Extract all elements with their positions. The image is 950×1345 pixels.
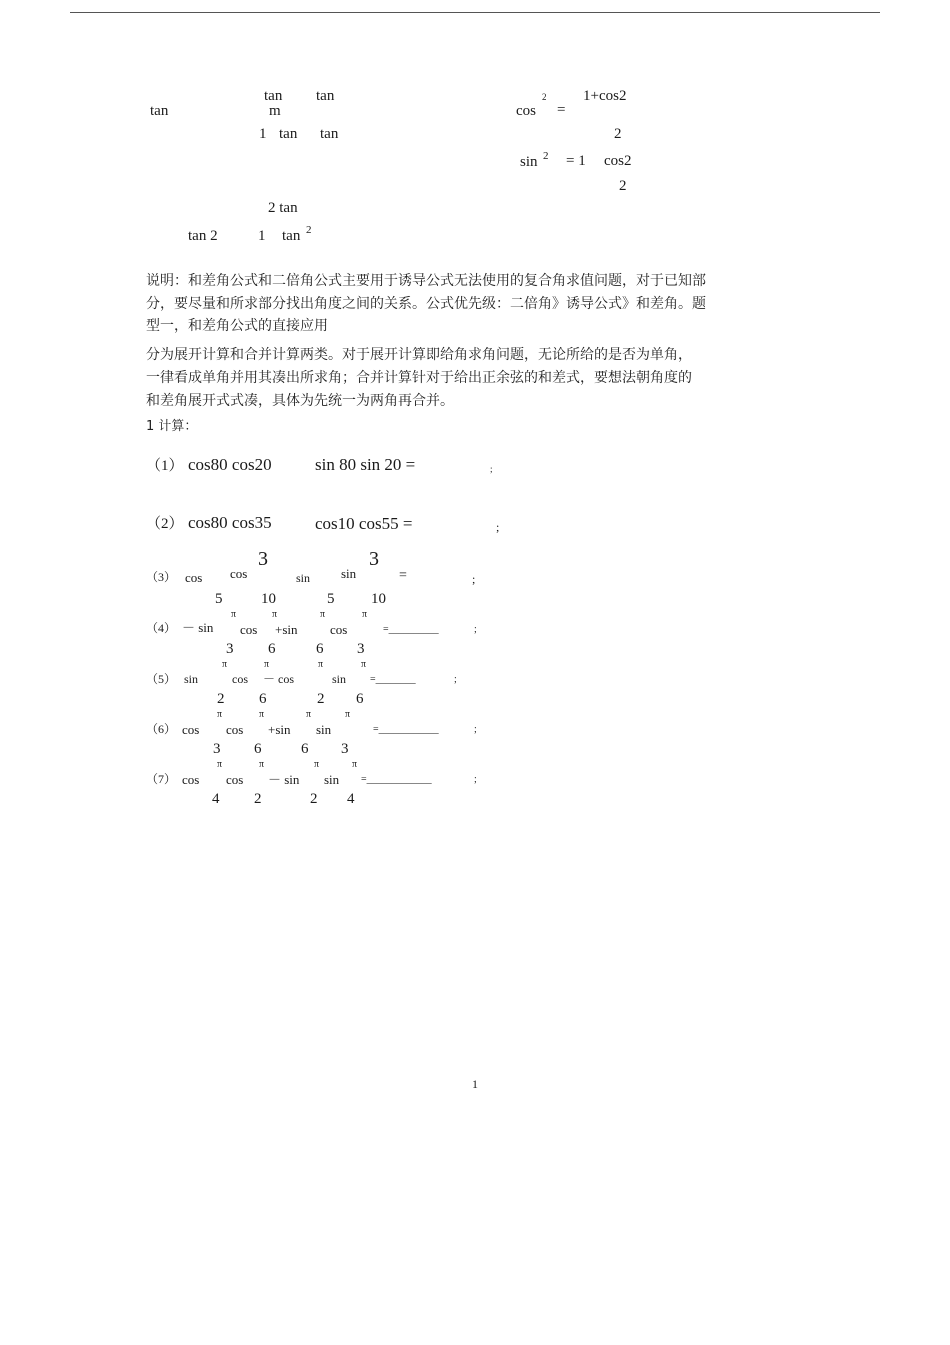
problem-5-term-c: － cos bbox=[263, 672, 294, 686]
problem-3-den3: 5 bbox=[327, 591, 335, 607]
problem-4-den4: 3 bbox=[357, 641, 365, 657]
problem-7-term-c: － sin bbox=[268, 772, 300, 787]
tan-sum-den-a: tan bbox=[279, 126, 298, 142]
tan-double-den-exp: 2 bbox=[306, 224, 312, 236]
problem-4-pi-3: π bbox=[320, 609, 326, 620]
para1-line2: 分，要尽量和所求部分找出角度之间的关系。公式优先级：二倍角》诱导公式》和差角。题 bbox=[146, 296, 706, 312]
problem-7-den2: 2 bbox=[254, 791, 262, 807]
problem-5-pi-3: π bbox=[318, 659, 324, 670]
problem-4-pi-2: π bbox=[272, 609, 278, 620]
problem-5-end: ; bbox=[454, 674, 457, 685]
problem-5-den2: 6 bbox=[259, 691, 267, 707]
problem-5-term-d: sin bbox=[332, 672, 347, 686]
tan-sum-den-one: 1 bbox=[259, 126, 267, 142]
problem-6-eq: =____________ bbox=[373, 724, 439, 735]
problem-6-label: （6） bbox=[146, 722, 177, 736]
tan-sum-lhs: tan bbox=[150, 103, 169, 119]
problem-7-den3: 2 bbox=[310, 791, 318, 807]
tan-sum-den-b: tan bbox=[320, 126, 339, 142]
problem-2-term-b: cos10 cos55 = bbox=[315, 514, 413, 533]
para2-line3: 和差角展开式式凑，具体为先统一为两角再合并。 bbox=[146, 393, 454, 409]
cos-sq-exp: 2 bbox=[542, 92, 547, 102]
problem-1-label: （1） bbox=[146, 458, 184, 474]
cos-sq-num: 1+cos2 bbox=[583, 88, 627, 104]
para1-line3: 型一，和差角公式的直接应用 bbox=[146, 318, 328, 334]
problem-4-term-d: cos bbox=[330, 622, 348, 637]
problem-7-eq: =_____________ bbox=[361, 774, 432, 785]
problem-1-term-a: cos80 cos20 bbox=[188, 455, 272, 474]
problem-3-term-a: cos bbox=[185, 570, 203, 585]
tan-sum-num-b: tan bbox=[316, 88, 335, 104]
problem-4-pre: － sin bbox=[182, 620, 214, 635]
problem-7-label: （7） bbox=[146, 772, 177, 786]
problem-4-den3: 6 bbox=[316, 641, 324, 657]
sin-sq-lhs: sin bbox=[520, 154, 538, 170]
problem-4-den2: 6 bbox=[268, 641, 276, 657]
section-title: 1 计算： bbox=[146, 419, 198, 434]
problem-7-pi-1: π bbox=[217, 759, 223, 770]
problem-3-num2: 3 bbox=[369, 548, 379, 570]
problem-6-pi-1: π bbox=[217, 709, 223, 720]
problem-5-pi-2: π bbox=[264, 659, 270, 670]
problem-6-den1: 3 bbox=[213, 741, 221, 757]
problem-3-den2: 10 bbox=[261, 591, 276, 607]
cos-sq-lhs: cos bbox=[516, 103, 536, 119]
problem-5-term-a: sin bbox=[184, 672, 199, 686]
problem-7-term-a: cos bbox=[182, 772, 200, 787]
problem-1-end: ; bbox=[490, 464, 493, 474]
problem-7-pi-4: π bbox=[352, 759, 358, 770]
problem-6-pi-3: π bbox=[306, 709, 312, 720]
problem-6-end: ; bbox=[474, 724, 477, 735]
para2-line2: 一律看成单角并用其凑出所求角；合并计算针对于给出正余弦的和差式，要想法朝角度的 bbox=[146, 370, 692, 386]
problem-5-pi-4: π bbox=[361, 659, 367, 670]
sin-sq-num: cos2 bbox=[604, 153, 632, 169]
tan-double-den-tan: tan bbox=[282, 228, 301, 244]
problem-2-end: ; bbox=[496, 520, 500, 534]
problem-7-pi-2: π bbox=[259, 759, 265, 770]
problem-6-term-a: cos bbox=[182, 722, 200, 737]
problem-4-end: ; bbox=[474, 624, 477, 635]
problem-2-term-a: cos80 cos35 bbox=[188, 513, 272, 532]
problem-5-pi-1: π bbox=[222, 659, 228, 670]
problem-6-term-d: sin bbox=[316, 722, 332, 737]
problem-4-den1: 3 bbox=[226, 641, 234, 657]
problem-7-den1: 4 bbox=[212, 791, 220, 807]
problem-5-den1: 2 bbox=[217, 691, 225, 707]
problem-5-term-b: cos bbox=[232, 672, 248, 686]
problem-1-term-b: sin 80 sin 20 = bbox=[315, 455, 416, 474]
tan-double-num: 2 tan bbox=[268, 200, 298, 216]
problem-3-label: （3） bbox=[146, 570, 177, 584]
tan-double-lhs: tan 2 bbox=[188, 228, 218, 244]
sin-sq-exp: 2 bbox=[543, 150, 549, 162]
problem-6-pi-4: π bbox=[345, 709, 351, 720]
page-number: 1 bbox=[472, 1077, 478, 1091]
sin-sq-eq: = 1 bbox=[566, 153, 586, 169]
problem-7-term-d: sin bbox=[324, 772, 340, 787]
problem-6-term-b: cos bbox=[226, 722, 244, 737]
problem-6-pi-2: π bbox=[259, 709, 265, 720]
cos-sq-eq: = bbox=[557, 102, 566, 118]
problem-7-pi-3: π bbox=[314, 759, 320, 770]
cos-sq-den: 2 bbox=[614, 126, 622, 142]
problem-3-eq: = bbox=[399, 568, 407, 583]
problem-6-den2: 6 bbox=[254, 741, 262, 757]
problem-7-end: ; bbox=[474, 774, 477, 785]
problem-4-term-c: +sin bbox=[275, 622, 298, 637]
problem-5-den4: 6 bbox=[356, 691, 364, 707]
problem-5-label: （5） bbox=[146, 672, 177, 686]
tan-double-den-one: 1 bbox=[258, 228, 266, 244]
problem-3-term-b: cos bbox=[230, 566, 248, 581]
problem-3-num1: 3 bbox=[258, 548, 268, 570]
tan-sum-num-a: tan bbox=[264, 88, 283, 104]
problem-5-eq: =________ bbox=[370, 674, 416, 685]
tan-sum-mid: m bbox=[269, 103, 281, 119]
problem-2-label: （2） bbox=[146, 516, 184, 532]
problem-3-den1: 5 bbox=[215, 591, 223, 607]
problem-6-den4: 3 bbox=[341, 741, 349, 757]
header-rule bbox=[70, 12, 880, 13]
problem-3-term-c: sin bbox=[296, 571, 311, 585]
problem-4-term-b: cos bbox=[240, 622, 258, 637]
problem-6-term-c: +sin bbox=[268, 722, 291, 737]
problem-4-pi-4: π bbox=[362, 609, 368, 620]
para2-line1: 分为展开计算和合并计算两类。对于展开计算即给角求角问题，无论所给的是否为单角， bbox=[146, 347, 692, 363]
problem-7-den4: 4 bbox=[347, 791, 355, 807]
problem-7-term-b: cos bbox=[226, 772, 244, 787]
problem-5-den3: 2 bbox=[317, 691, 325, 707]
problem-4-eq: =__________ bbox=[383, 624, 439, 635]
problem-6-den3: 6 bbox=[301, 741, 309, 757]
problem-4-pi-1: π bbox=[231, 609, 237, 620]
para1-line1: 说明：和差角公式和二倍角公式主要用于诱导公式无法使用的复合角求值问题，对于已知部 bbox=[146, 273, 706, 289]
problem-3-end: ; bbox=[472, 572, 476, 586]
problem-4-label: （4） bbox=[146, 621, 177, 635]
problem-3-term-d: sin bbox=[341, 566, 357, 581]
sin-sq-den: 2 bbox=[619, 178, 627, 194]
problem-3-den4: 10 bbox=[371, 591, 386, 607]
